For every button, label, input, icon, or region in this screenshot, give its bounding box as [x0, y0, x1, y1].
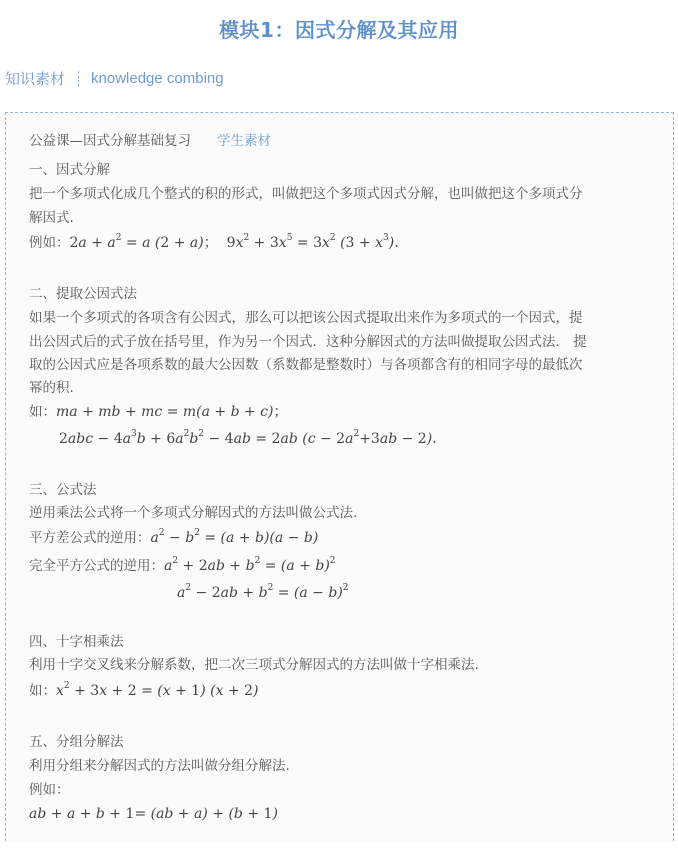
math-formula: ma + mb + mc = m(a + b + c)； — [56, 404, 288, 420]
paragraph-line: 把一个多项式化成几个整式的积的形式，叫做把这个多项式因式分解，也叫做把这个多项式分 — [29, 186, 583, 202]
math-formula: $2a + a^2 = a$ (2 + a)； $9x^2 + 3x^5 = 3x^2$ $(3 + x^3)$. — [69, 233, 399, 251]
section-title: 一、因式分解 — [29, 162, 110, 178]
section-title: 二、提取公因式法 — [29, 286, 137, 302]
example-row — [29, 233, 399, 253]
math-formula: $x^2 + 3x + 2 = (x + 1) (x + 2)$ — [56, 681, 259, 699]
math-formula: $a^2 - b^2 = (a + b)(a - b)$ — [150, 528, 319, 546]
paragraph-line: 解因式. — [29, 210, 74, 226]
card-tag: 学生素材 — [217, 133, 271, 149]
example-label: 如： — [29, 404, 56, 420]
example-row — [29, 681, 259, 701]
example-label: 如： — [29, 683, 56, 699]
formula-row — [177, 583, 349, 603]
subheader-cn: 知识素材 — [5, 70, 66, 88]
paragraph-line: 逆用乘法公式将一个多项式分解因式的方法叫做公式法. — [29, 505, 358, 521]
formula-row — [29, 556, 336, 576]
example-row — [29, 804, 278, 824]
math-formula: $a^2 - 2ab + b^2 = (a - b)^2$ — [177, 583, 349, 601]
card-heading: 公益课—因式分解基础复习 — [29, 133, 191, 149]
dashed-separator — [78, 71, 79, 87]
paragraph-line: 取的公因式应是各项系数的最大公因数（系数都是整数时）与各项都含有的相同字母的最低次 — [29, 357, 583, 373]
paragraph-line: 出公因式后的式子放在括号里，作为另一个因式．这种分解因式的方法叫做提取公因式法． 提 — [29, 334, 587, 350]
example-row — [29, 402, 287, 422]
example-row — [59, 429, 437, 449]
formula-row — [29, 528, 318, 548]
formula-label: 平方差公式的逆用： — [29, 530, 151, 546]
card-heading-row — [29, 131, 271, 151]
paragraph-line: 如果一个多项式的各项含有公因式，那么可以把该公因式提取出来作为多项式的一个因式，提 — [29, 310, 583, 326]
section-subheader — [5, 68, 224, 89]
formula-label: 完全平方公式的逆用： — [29, 558, 164, 574]
paragraph-line: 利用十字交叉线来分解系数，把二次三项式分解因式的方法叫做十字相乘法. — [29, 657, 479, 673]
paragraph-line: 利用分组来分解因式的方法叫做分组分解法. — [29, 758, 290, 774]
example-label: 例如： — [29, 782, 70, 798]
math-formula: ab + a + b + 1= (ab + a) + (b + 1) — [29, 806, 278, 822]
section-title: 四、十字相乘法 — [29, 634, 124, 650]
example-label: 例如： — [29, 235, 70, 251]
math-formula: $a^2 + 2ab + b^2 = (a + b)^2$ — [164, 556, 336, 574]
paragraph-line: 幂的积. — [29, 380, 74, 396]
content-card — [5, 112, 674, 841]
subheader-en: knowledge combing — [91, 70, 224, 87]
page-title: 模块1：因式分解及其应用 — [219, 18, 459, 42]
section-title: 五、分组分解法 — [29, 734, 124, 750]
section-title: 三、公式法 — [29, 482, 97, 498]
math-formula: $2abc - 4a^3b + 6a^2b^2 - 4ab = 2ab$ $(c - 2a^2+3ab - 2)$. — [59, 429, 437, 447]
